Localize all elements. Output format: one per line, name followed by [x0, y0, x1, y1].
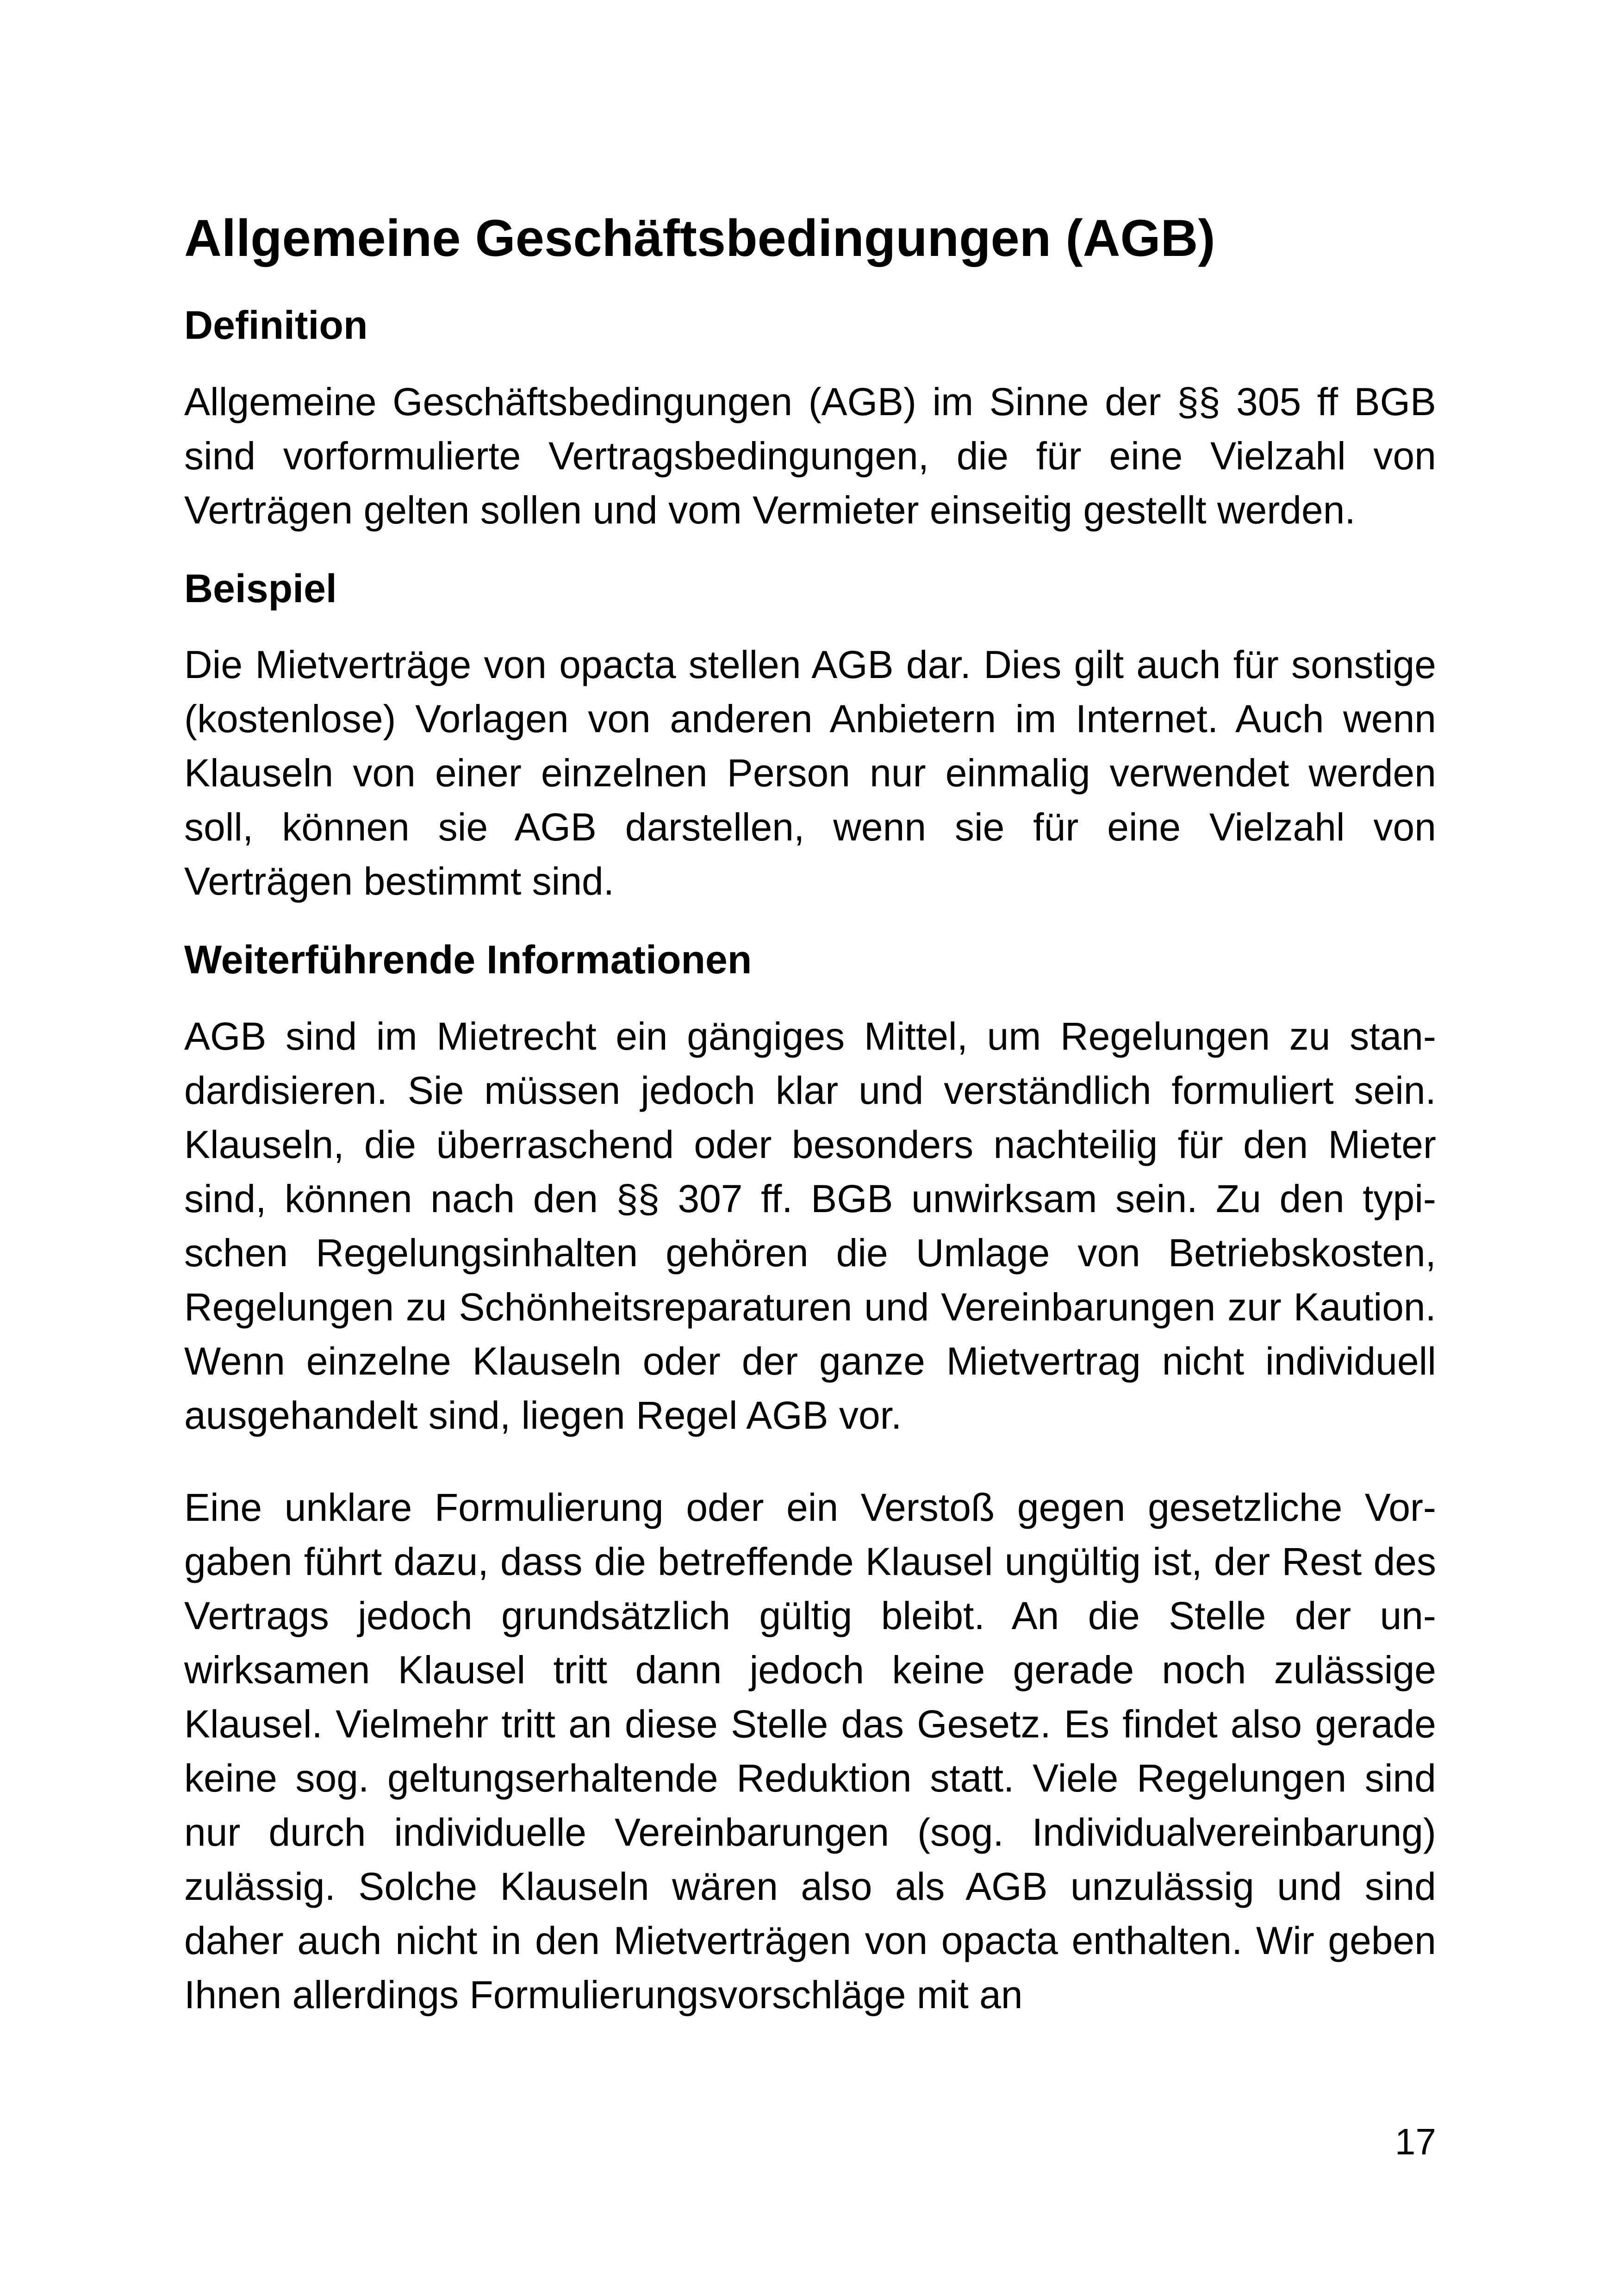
- section-heading-definition: Definition: [184, 303, 368, 348]
- section-heading-beispiel: Beispiel: [184, 566, 337, 611]
- page-number: 17: [1395, 2121, 1436, 2162]
- page-content: [184, 207, 1436, 2049]
- section-heading-weiterfuehrende-informationen: Weiterführende Informationen: [184, 938, 752, 983]
- info-paragraph-1: AGB sind im Mietrecht ein gängiges Mittel, um Regelungen zu standardisieren. Sie müssen jedoch klar und verständlich formuliert sein. Klauseln, die überraschend oder besonders nachteilig für den Mieter sind, können nach den §§ 307 ff. BGB unwirksam sein. Zu den typischen Regelungsinhalten gehören die Umlage von Betriebskosten, Regelungen zu Schönheitsreparaturen und Vereinbarungen zur Kaution. Wenn einzelne Klauseln oder der ganze Mietvertrag nicht individuell ausgehandelt sind, liegen Regel AGB vor.: [184, 1014, 1436, 1437]
- info-paragraph-2: Eine unklare Formulierung oder ein Verstoß gegen gesetzliche Vorgaben führt dazu, dass die betreffende Klausel ungültig ist, der Rest des Vertrags jedoch grundsätzlich gültig bleibt. An die Stelle der unwirksamen Klausel tritt dann jedoch keine gerade noch zulässige Klausel. Vielmehr tritt an diese Stelle das Gesetz. Es findet also gerade keine sog. geltungserhaltende Reduktion statt. Viele Regelungen sind nur durch individuelle Vereinbarungen (sog. Individualvereinbarung) zulässig. Solche Klauseln wären also als AGB unzulässig und sind daher auch nicht in den Mietverträgen von opacta enthalten. Wir geben Ihnen allerdings Formulierungsvorschläge mit an: [184, 1485, 1436, 2016]
- definition-paragraph: Allgemeine Geschäftsbedingungen (AGB) im Sinne der §§ 305 ff BGB sind vorformulierte Vertragsbedingungen, die für eine Vielzahl von Verträgen gelten sollen und vom Vermieter einseitig gestellt werden.: [184, 380, 1436, 532]
- beispiel-paragraph: Die Mietverträge von opacta stellen AGB dar. Dies gilt auch für sonstige (kostenlose) Vorlagen von anderen Anbietern im Internet. Auch wenn Klauseln von einer einzelnen Person nur einmalig verwendet werden soll, können sie AGB darstellen, wenn sie für eine Vielzahl von Verträgen bestimmt sind.: [184, 643, 1436, 903]
- page-title: Allgemeine Geschäftsbedingungen (AGB): [184, 209, 1215, 267]
